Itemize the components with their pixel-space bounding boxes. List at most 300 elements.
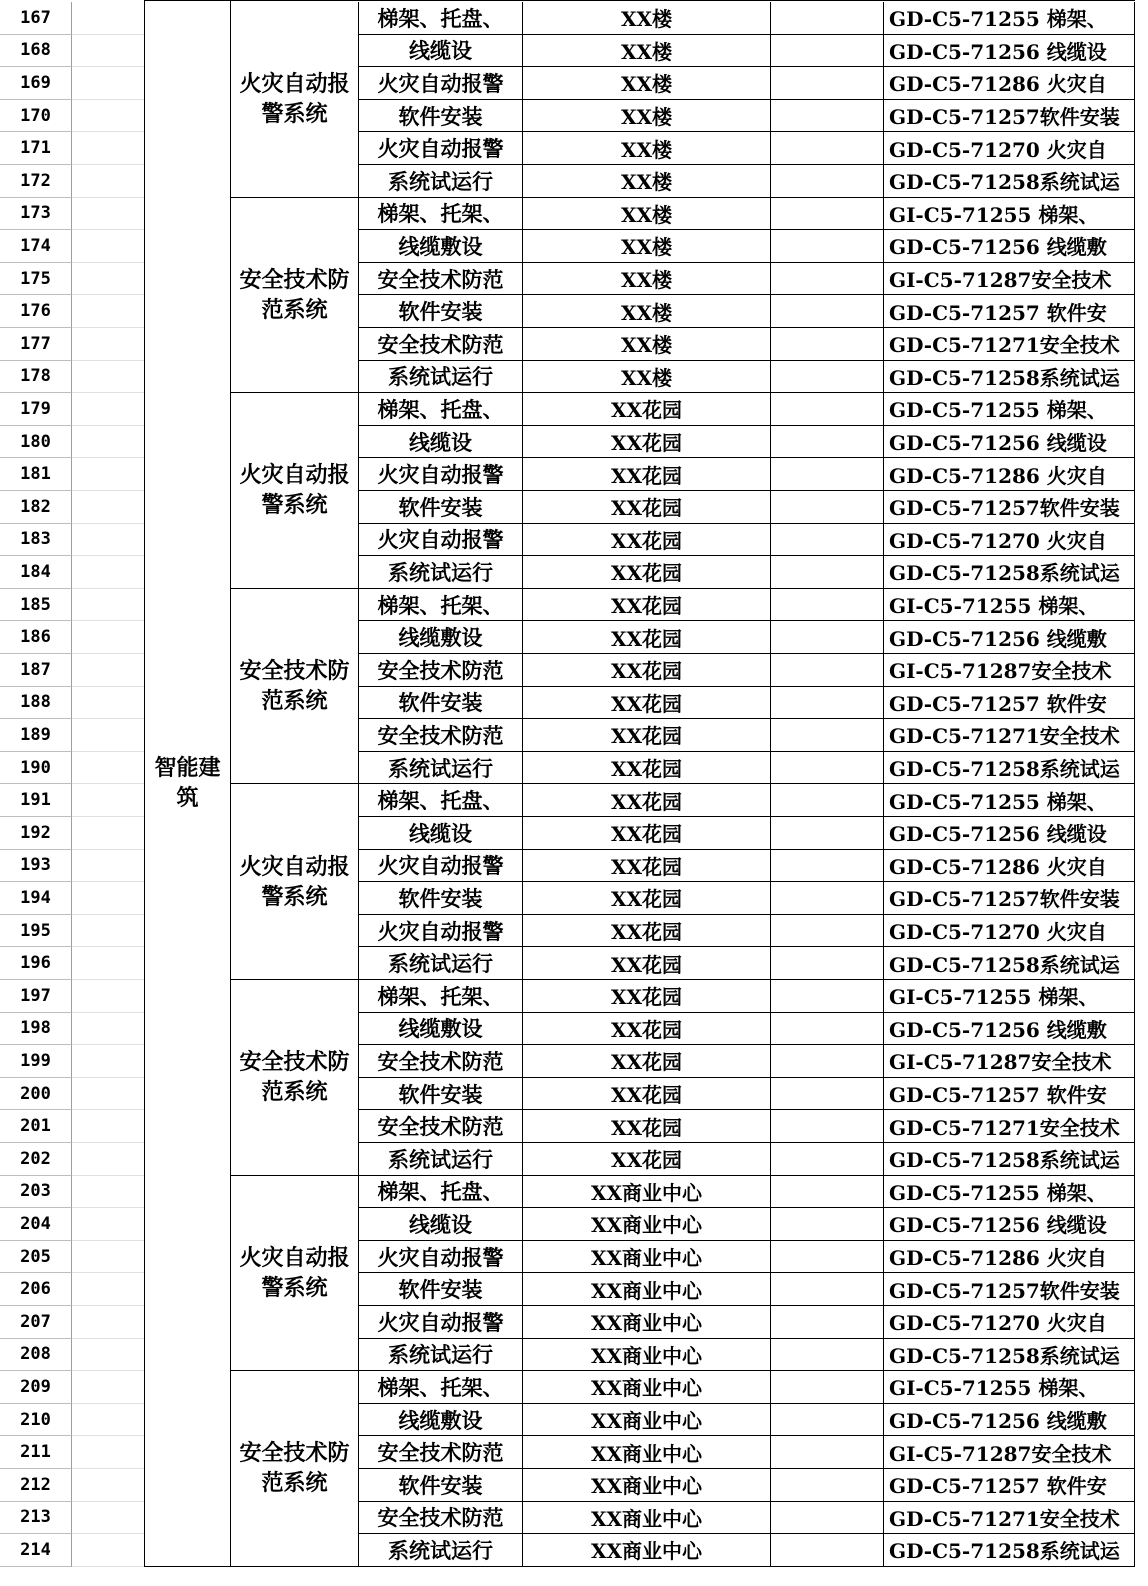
item-name-cell[interactable]: 系统试运行	[359, 556, 523, 589]
empty-cell[interactable]	[771, 1273, 884, 1306]
item-name-cell[interactable]: 线缆设	[359, 817, 523, 850]
row-number[interactable]: 183	[0, 524, 72, 557]
quota-code-cell[interactable]: GD-C5-71258系统试运	[884, 1143, 1135, 1176]
location-cell[interactable]: XX花园	[523, 882, 771, 915]
system-name: 火灾自动报警系统	[239, 1244, 350, 1301]
empty-cell[interactable]	[72, 230, 144, 263]
empty-cell[interactable]	[72, 1143, 144, 1176]
quota-code-cell[interactable]: GD-C5-71286 火灾自	[884, 850, 1135, 883]
item-name-cell[interactable]: 梯架、托架、	[359, 198, 523, 231]
item-name-cell[interactable]: 梯架、托盘、	[359, 393, 523, 426]
item-name-cell[interactable]: 线缆敷设	[359, 621, 523, 654]
quota-code-cell[interactable]: GD-C5-71258系统试运	[884, 752, 1135, 785]
empty-cell[interactable]	[72, 752, 144, 785]
quota-code-cell[interactable]: GD-C5-71270 火灾自	[884, 524, 1135, 557]
item-name-cell[interactable]: 安全技术防范	[359, 1502, 523, 1535]
empty-cell[interactable]	[771, 100, 884, 133]
empty-cell[interactable]	[771, 980, 884, 1013]
row-number[interactable]: 181	[0, 458, 72, 491]
empty-cell[interactable]	[72, 2, 144, 35]
location-cell[interactable]: XX花园	[523, 426, 771, 459]
empty-cell[interactable]	[771, 1306, 884, 1339]
row-number[interactable]: 170	[0, 100, 72, 133]
row-number[interactable]: 205	[0, 1241, 72, 1274]
empty-cell[interactable]	[771, 1436, 884, 1469]
quota-code-cell[interactable]: GD-C5-71286 火灾自	[884, 67, 1135, 100]
quota-code-cell[interactable]: GD-C5-71256 线缆敷	[884, 230, 1135, 263]
quota-code-cell[interactable]: GI-C5-71255 梯架、	[884, 1371, 1135, 1404]
empty-cell[interactable]	[771, 198, 884, 231]
quota-code-cell[interactable]: GD-C5-71270 火灾自	[884, 1306, 1135, 1339]
empty-cell[interactable]	[771, 361, 884, 394]
system-name-cell[interactable]	[231, 198, 359, 394]
quota-code-cell[interactable]: GD-C5-71255 梯架、	[884, 393, 1135, 426]
location-cell[interactable]: XX花园	[523, 621, 771, 654]
empty-cell[interactable]	[72, 947, 144, 980]
row-number[interactable]: 185	[0, 589, 72, 622]
item-name-cell[interactable]: 火灾自动报警	[359, 132, 523, 165]
quota-code-cell[interactable]: GD-C5-71255 梯架、	[884, 2, 1135, 35]
item-name-cell[interactable]: 梯架、托架、	[359, 980, 523, 1013]
item-name-cell[interactable]: 系统试运行	[359, 165, 523, 198]
location-cell[interactable]: XX花园	[523, 556, 771, 589]
empty-cell[interactable]	[72, 556, 144, 589]
item-name-cell[interactable]: 线缆敷设	[359, 1013, 523, 1046]
location-cell[interactable]: XX花园	[523, 1013, 771, 1046]
item-name-cell[interactable]: 安全技术防范	[359, 328, 523, 361]
empty-cell[interactable]	[72, 1241, 144, 1274]
item-name-cell[interactable]: 火灾自动报警	[359, 915, 523, 948]
quota-code-cell[interactable]: GD-C5-71286 火灾自	[884, 1241, 1135, 1274]
item-name-cell[interactable]: 火灾自动报警	[359, 1241, 523, 1274]
item-name-cell[interactable]: 安全技术防范	[359, 654, 523, 687]
row-number[interactable]: 180	[0, 426, 72, 459]
empty-cell[interactable]	[72, 1273, 144, 1306]
location-cell[interactable]: XX花园	[523, 719, 771, 752]
item-name-cell[interactable]: 线缆设	[359, 1208, 523, 1241]
quota-code-cell[interactable]: GD-C5-71258系统试运	[884, 361, 1135, 394]
row-number[interactable]: 204	[0, 1208, 72, 1241]
empty-cell[interactable]	[72, 1534, 144, 1567]
empty-cell[interactable]	[72, 1371, 144, 1404]
empty-cell[interactable]	[72, 1404, 144, 1437]
quota-code-cell[interactable]: GI-C5-71255 梯架、	[884, 980, 1135, 1013]
empty-cell[interactable]	[72, 132, 144, 165]
quota-code-cell[interactable]: GD-C5-71286 火灾自	[884, 458, 1135, 491]
row-number[interactable]: 196	[0, 947, 72, 980]
row-number[interactable]: 173	[0, 198, 72, 231]
empty-cell[interactable]	[771, 1469, 884, 1502]
quota-code-cell[interactable]: GD-C5-71257软件安装	[884, 100, 1135, 133]
row-number[interactable]: 175	[0, 263, 72, 296]
location-cell[interactable]: XX商业中心	[523, 1273, 771, 1306]
quota-code-cell[interactable]: GD-C5-71271安全技术	[884, 719, 1135, 752]
quota-code-cell[interactable]: GD-C5-71256 线缆敷	[884, 1013, 1135, 1046]
empty-cell[interactable]	[771, 295, 884, 328]
empty-cell[interactable]	[72, 1013, 144, 1046]
item-name-cell[interactable]: 安全技术防范	[359, 1045, 523, 1078]
empty-cell[interactable]	[771, 915, 884, 948]
empty-cell[interactable]	[771, 1534, 884, 1567]
location-cell[interactable]: XX楼	[523, 67, 771, 100]
item-name-cell[interactable]: 系统试运行	[359, 1143, 523, 1176]
empty-cell[interactable]	[771, 817, 884, 850]
location-cell[interactable]: XX楼	[523, 2, 771, 35]
empty-cell[interactable]	[72, 621, 144, 654]
empty-cell[interactable]	[72, 67, 144, 100]
empty-cell[interactable]	[72, 263, 144, 296]
empty-cell[interactable]	[72, 589, 144, 622]
quota-code-cell[interactable]: GD-C5-71257 软件安	[884, 687, 1135, 720]
empty-cell[interactable]	[72, 980, 144, 1013]
quota-code-cell[interactable]: GD-C5-71256 线缆设	[884, 1208, 1135, 1241]
empty-cell[interactable]	[72, 1502, 144, 1535]
item-name-cell[interactable]: 梯架、托盘、	[359, 2, 523, 35]
quota-code-cell[interactable]: GI-C5-71287安全技术	[884, 1436, 1135, 1469]
item-name-cell[interactable]: 火灾自动报警	[359, 1306, 523, 1339]
row-number[interactable]: 211	[0, 1436, 72, 1469]
item-name-cell[interactable]: 安全技术防范	[359, 719, 523, 752]
empty-cell[interactable]	[72, 1045, 144, 1078]
item-name-cell[interactable]: 软件安装	[359, 1273, 523, 1306]
empty-cell[interactable]	[771, 556, 884, 589]
location-cell[interactable]: XX商业中心	[523, 1208, 771, 1241]
location-cell[interactable]: XX楼	[523, 295, 771, 328]
empty-cell[interactable]	[72, 1469, 144, 1502]
quota-code-cell[interactable]: GD-C5-71257软件安装	[884, 1273, 1135, 1306]
location-cell[interactable]: XX花园	[523, 491, 771, 524]
empty-cell[interactable]	[771, 1502, 884, 1535]
empty-cell[interactable]	[72, 687, 144, 720]
empty-cell[interactable]	[771, 393, 884, 426]
row-number[interactable]: 182	[0, 491, 72, 524]
quota-code-cell[interactable]: GI-C5-71255 梯架、	[884, 198, 1135, 231]
empty-cell[interactable]	[72, 295, 144, 328]
location-cell[interactable]: XX花园	[523, 458, 771, 491]
empty-cell[interactable]	[771, 621, 884, 654]
empty-cell[interactable]	[72, 361, 144, 394]
row-number[interactable]: 192	[0, 817, 72, 850]
system-name-cell[interactable]	[231, 1176, 359, 1372]
location-cell[interactable]: XX花园	[523, 1110, 771, 1143]
category-name: 智能建筑	[154, 754, 221, 811]
row-number[interactable]: 176	[0, 295, 72, 328]
item-name-cell[interactable]: 梯架、托架、	[359, 589, 523, 622]
quota-code-cell[interactable]: GD-C5-71255 梯架、	[884, 784, 1135, 817]
empty-cell[interactable]	[771, 35, 884, 68]
row-number[interactable]: 203	[0, 1176, 72, 1209]
item-name-cell[interactable]: 软件安装	[359, 687, 523, 720]
empty-cell[interactable]	[771, 1176, 884, 1209]
location-cell[interactable]: XX花园	[523, 589, 771, 622]
item-name-cell[interactable]: 系统试运行	[359, 1534, 523, 1567]
row-number[interactable]: 210	[0, 1404, 72, 1437]
location-cell[interactable]: XX商业中心	[523, 1241, 771, 1274]
item-name-cell[interactable]: 软件安装	[359, 100, 523, 133]
item-name-cell[interactable]: 系统试运行	[359, 361, 523, 394]
item-name-cell[interactable]: 梯架、托盘、	[359, 784, 523, 817]
empty-cell[interactable]	[771, 1110, 884, 1143]
quota-code-cell[interactable]: GI-C5-71287安全技术	[884, 263, 1135, 296]
quota-code-cell[interactable]: GD-C5-71257 软件安	[884, 1078, 1135, 1111]
location-cell[interactable]: XX商业中心	[523, 1306, 771, 1339]
quota-code-cell[interactable]: GI-C5-71287安全技术	[884, 654, 1135, 687]
location-cell[interactable]: XX花园	[523, 947, 771, 980]
empty-cell[interactable]	[771, 165, 884, 198]
empty-cell[interactable]	[771, 67, 884, 100]
location-cell[interactable]: XX商业中心	[523, 1176, 771, 1209]
location-cell[interactable]: XX楼	[523, 361, 771, 394]
empty-cell[interactable]	[72, 524, 144, 557]
empty-cell[interactable]	[771, 654, 884, 687]
location-cell[interactable]: XX楼	[523, 132, 771, 165]
row-number[interactable]: 179	[0, 393, 72, 426]
quota-code-cell[interactable]: GD-C5-71257软件安装	[884, 491, 1135, 524]
location-cell[interactable]: XX商业中心	[523, 1436, 771, 1469]
empty-cell[interactable]	[771, 784, 884, 817]
row-number[interactable]: 206	[0, 1273, 72, 1306]
quota-code-cell[interactable]: GD-C5-71258系统试运	[884, 165, 1135, 198]
item-name-cell[interactable]: 安全技术防范	[359, 1436, 523, 1469]
row-number[interactable]: 207	[0, 1306, 72, 1339]
empty-cell[interactable]	[72, 882, 144, 915]
row-number[interactable]: 167	[0, 2, 72, 35]
row-number[interactable]: 212	[0, 1469, 72, 1502]
item-name-cell[interactable]: 软件安装	[359, 295, 523, 328]
empty-cell[interactable]	[72, 915, 144, 948]
empty-cell[interactable]	[72, 1339, 144, 1372]
empty-cell[interactable]	[771, 719, 884, 752]
location-cell[interactable]: XX花园	[523, 1045, 771, 1078]
quota-code-cell[interactable]: GD-C5-71258系统试运	[884, 1534, 1135, 1567]
row-number[interactable]: 188	[0, 687, 72, 720]
category-cell[interactable]	[144, 0, 231, 1567]
empty-cell[interactable]	[771, 850, 884, 883]
location-cell[interactable]: XX花园	[523, 817, 771, 850]
empty-cell[interactable]	[72, 1110, 144, 1143]
system-name-cell[interactable]	[231, 393, 359, 589]
system-name-cell[interactable]	[231, 589, 359, 785]
empty-cell[interactable]	[72, 426, 144, 459]
item-name-cell[interactable]: 系统试运行	[359, 947, 523, 980]
location-cell[interactable]: XX楼	[523, 230, 771, 263]
row-number[interactable]: 195	[0, 915, 72, 948]
location-cell[interactable]: XX花园	[523, 1078, 771, 1111]
item-name-cell[interactable]: 软件安装	[359, 1469, 523, 1502]
location-cell[interactable]: XX商业中心	[523, 1371, 771, 1404]
quota-code-cell[interactable]: GI-C5-71255 梯架、	[884, 589, 1135, 622]
location-cell[interactable]: XX商业中心	[523, 1534, 771, 1567]
quota-code-cell[interactable]: GD-C5-71256 线缆设	[884, 426, 1135, 459]
row-number[interactable]: 213	[0, 1502, 72, 1535]
empty-cell[interactable]	[72, 491, 144, 524]
system-name-cell[interactable]	[231, 980, 359, 1176]
quota-code-cell[interactable]: GD-C5-71256 线缆敷	[884, 621, 1135, 654]
empty-cell[interactable]	[771, 752, 884, 785]
location-cell[interactable]: XX楼	[523, 100, 771, 133]
location-cell[interactable]: XX花园	[523, 687, 771, 720]
empty-cell[interactable]	[72, 850, 144, 883]
item-name-cell[interactable]: 火灾自动报警	[359, 850, 523, 883]
empty-cell[interactable]	[771, 1078, 884, 1111]
row-number[interactable]: 202	[0, 1143, 72, 1176]
empty-cell[interactable]	[771, 1241, 884, 1274]
location-cell[interactable]: XX花园	[523, 784, 771, 817]
location-cell[interactable]: XX楼	[523, 35, 771, 68]
row-number[interactable]: 201	[0, 1110, 72, 1143]
quota-code-cell[interactable]: GD-C5-71256 线缆敷	[884, 1404, 1135, 1437]
empty-cell[interactable]	[72, 100, 144, 133]
row-number[interactable]: 193	[0, 850, 72, 883]
empty-cell[interactable]	[771, 1143, 884, 1176]
item-name-cell[interactable]: 梯架、托盘、	[359, 1176, 523, 1209]
quota-code-cell[interactable]: GD-C5-71256 线缆设	[884, 817, 1135, 850]
row-number[interactable]: 187	[0, 654, 72, 687]
quota-code-cell[interactable]: GD-C5-71270 火灾自	[884, 132, 1135, 165]
location-cell[interactable]: XX花园	[523, 752, 771, 785]
system-name: 火灾自动报警系统	[239, 853, 350, 910]
row-number[interactable]: 177	[0, 328, 72, 361]
empty-cell[interactable]	[771, 589, 884, 622]
empty-cell[interactable]	[771, 1371, 884, 1404]
empty-cell[interactable]	[771, 2, 884, 35]
empty-cell[interactable]	[771, 132, 884, 165]
item-name-cell[interactable]: 线缆敷设	[359, 230, 523, 263]
empty-cell[interactable]	[771, 1404, 884, 1437]
empty-cell[interactable]	[771, 1013, 884, 1046]
row-number[interactable]: 190	[0, 752, 72, 785]
empty-cell[interactable]	[72, 1306, 144, 1339]
empty-cell[interactable]	[771, 426, 884, 459]
empty-cell[interactable]	[771, 1339, 884, 1372]
row-number[interactable]: 172	[0, 165, 72, 198]
row-number[interactable]: 186	[0, 621, 72, 654]
quota-code-cell[interactable]: GD-C5-71256 线缆设	[884, 35, 1135, 68]
item-name-cell[interactable]: 安全技术防范	[359, 263, 523, 296]
row-number[interactable]: 208	[0, 1339, 72, 1372]
empty-cell[interactable]	[72, 654, 144, 687]
empty-cell[interactable]	[771, 882, 884, 915]
row-number[interactable]: 169	[0, 67, 72, 100]
quota-code-cell[interactable]: GD-C5-71258系统试运	[884, 947, 1135, 980]
location-cell[interactable]: XX商业中心	[523, 1469, 771, 1502]
item-name-cell[interactable]: 梯架、托架、	[359, 1371, 523, 1404]
quota-code-cell[interactable]: GD-C5-71271安全技术	[884, 1110, 1135, 1143]
empty-cell[interactable]	[72, 719, 144, 752]
quota-code-cell[interactable]: GD-C5-71271安全技术	[884, 328, 1135, 361]
empty-cell[interactable]	[72, 1176, 144, 1209]
row-number[interactable]: 191	[0, 784, 72, 817]
system-name-cell[interactable]	[231, 1371, 359, 1567]
row-number[interactable]: 198	[0, 1013, 72, 1046]
empty-cell[interactable]	[771, 947, 884, 980]
empty-cell[interactable]	[72, 817, 144, 850]
quota-code-cell[interactable]: GD-C5-71257 软件安	[884, 295, 1135, 328]
item-name-cell[interactable]: 软件安装	[359, 882, 523, 915]
row-number[interactable]: 214	[0, 1534, 72, 1567]
location-cell[interactable]: XX花园	[523, 915, 771, 948]
row-number[interactable]: 197	[0, 980, 72, 1013]
location-cell[interactable]: XX花园	[523, 980, 771, 1013]
empty-cell[interactable]	[771, 230, 884, 263]
row-number[interactable]: 178	[0, 361, 72, 394]
location-cell[interactable]: XX楼	[523, 165, 771, 198]
item-name-cell[interactable]: 线缆设	[359, 426, 523, 459]
location-cell[interactable]: XX商业中心	[523, 1502, 771, 1535]
quota-code-cell[interactable]: GD-C5-71270 火灾自	[884, 915, 1135, 948]
item-name-cell[interactable]: 火灾自动报警	[359, 524, 523, 557]
empty-cell[interactable]	[771, 263, 884, 296]
row-number[interactable]: 209	[0, 1371, 72, 1404]
empty-cell[interactable]	[72, 165, 144, 198]
row-number[interactable]: 189	[0, 719, 72, 752]
item-name-cell[interactable]: 线缆设	[359, 35, 523, 68]
empty-cell[interactable]	[72, 1078, 144, 1111]
empty-cell[interactable]	[771, 491, 884, 524]
row-number[interactable]: 171	[0, 132, 72, 165]
row-number[interactable]: 184	[0, 556, 72, 589]
item-name-cell[interactable]: 线缆敷设	[359, 1404, 523, 1437]
empty-cell[interactable]	[771, 1208, 884, 1241]
row-number[interactable]: 168	[0, 35, 72, 68]
empty-cell[interactable]	[771, 328, 884, 361]
location-cell[interactable]: XX花园	[523, 1143, 771, 1176]
item-name-cell[interactable]: 安全技术防范	[359, 1110, 523, 1143]
location-cell[interactable]: XX花园	[523, 393, 771, 426]
system-name-cell[interactable]	[231, 2, 359, 198]
row-number[interactable]: 194	[0, 882, 72, 915]
empty-cell[interactable]	[771, 687, 884, 720]
empty-cell[interactable]	[72, 35, 144, 68]
row-number[interactable]: 199	[0, 1045, 72, 1078]
item-name-cell[interactable]: 火灾自动报警	[359, 458, 523, 491]
system-name-cell[interactable]	[231, 784, 359, 980]
location-cell[interactable]: XX商业中心	[523, 1404, 771, 1437]
location-cell[interactable]: XX楼	[523, 263, 771, 296]
quota-code-cell[interactable]: GD-C5-71257软件安装	[884, 882, 1135, 915]
item-name-cell[interactable]: 火灾自动报警	[359, 67, 523, 100]
empty-cell[interactable]	[72, 328, 144, 361]
location-cell[interactable]: XX商业中心	[523, 1339, 771, 1372]
empty-cell[interactable]	[72, 784, 144, 817]
empty-cell[interactable]	[771, 524, 884, 557]
quota-code-cell[interactable]: GI-C5-71287安全技术	[884, 1045, 1135, 1078]
quota-code-cell[interactable]: GD-C5-71258系统试运	[884, 556, 1135, 589]
quota-code-cell[interactable]: GD-C5-71255 梯架、	[884, 1176, 1135, 1209]
location-cell[interactable]: XX楼	[523, 198, 771, 231]
item-name-cell[interactable]: 软件安装	[359, 1078, 523, 1111]
quota-code-cell[interactable]: GD-C5-71271安全技术	[884, 1502, 1135, 1535]
item-name-cell[interactable]: 系统试运行	[359, 752, 523, 785]
item-name-cell[interactable]: 软件安装	[359, 491, 523, 524]
item-name-cell[interactable]: 系统试运行	[359, 1339, 523, 1372]
row-number[interactable]: 200	[0, 1078, 72, 1111]
location-cell[interactable]: XX花园	[523, 524, 771, 557]
empty-cell[interactable]	[72, 458, 144, 491]
empty-cell[interactable]	[72, 393, 144, 426]
empty-cell[interactable]	[771, 458, 884, 491]
empty-cell[interactable]	[72, 1208, 144, 1241]
empty-cell[interactable]	[72, 1436, 144, 1469]
quota-code-cell[interactable]: GD-C5-71257 软件安	[884, 1469, 1135, 1502]
row-number[interactable]: 174	[0, 230, 72, 263]
location-cell[interactable]: XX花园	[523, 850, 771, 883]
location-cell[interactable]: XX花园	[523, 654, 771, 687]
location-cell[interactable]: XX楼	[523, 328, 771, 361]
empty-cell[interactable]	[72, 198, 144, 231]
quota-code-cell[interactable]: GD-C5-71258系统试运	[884, 1339, 1135, 1372]
empty-cell[interactable]	[771, 1045, 884, 1078]
